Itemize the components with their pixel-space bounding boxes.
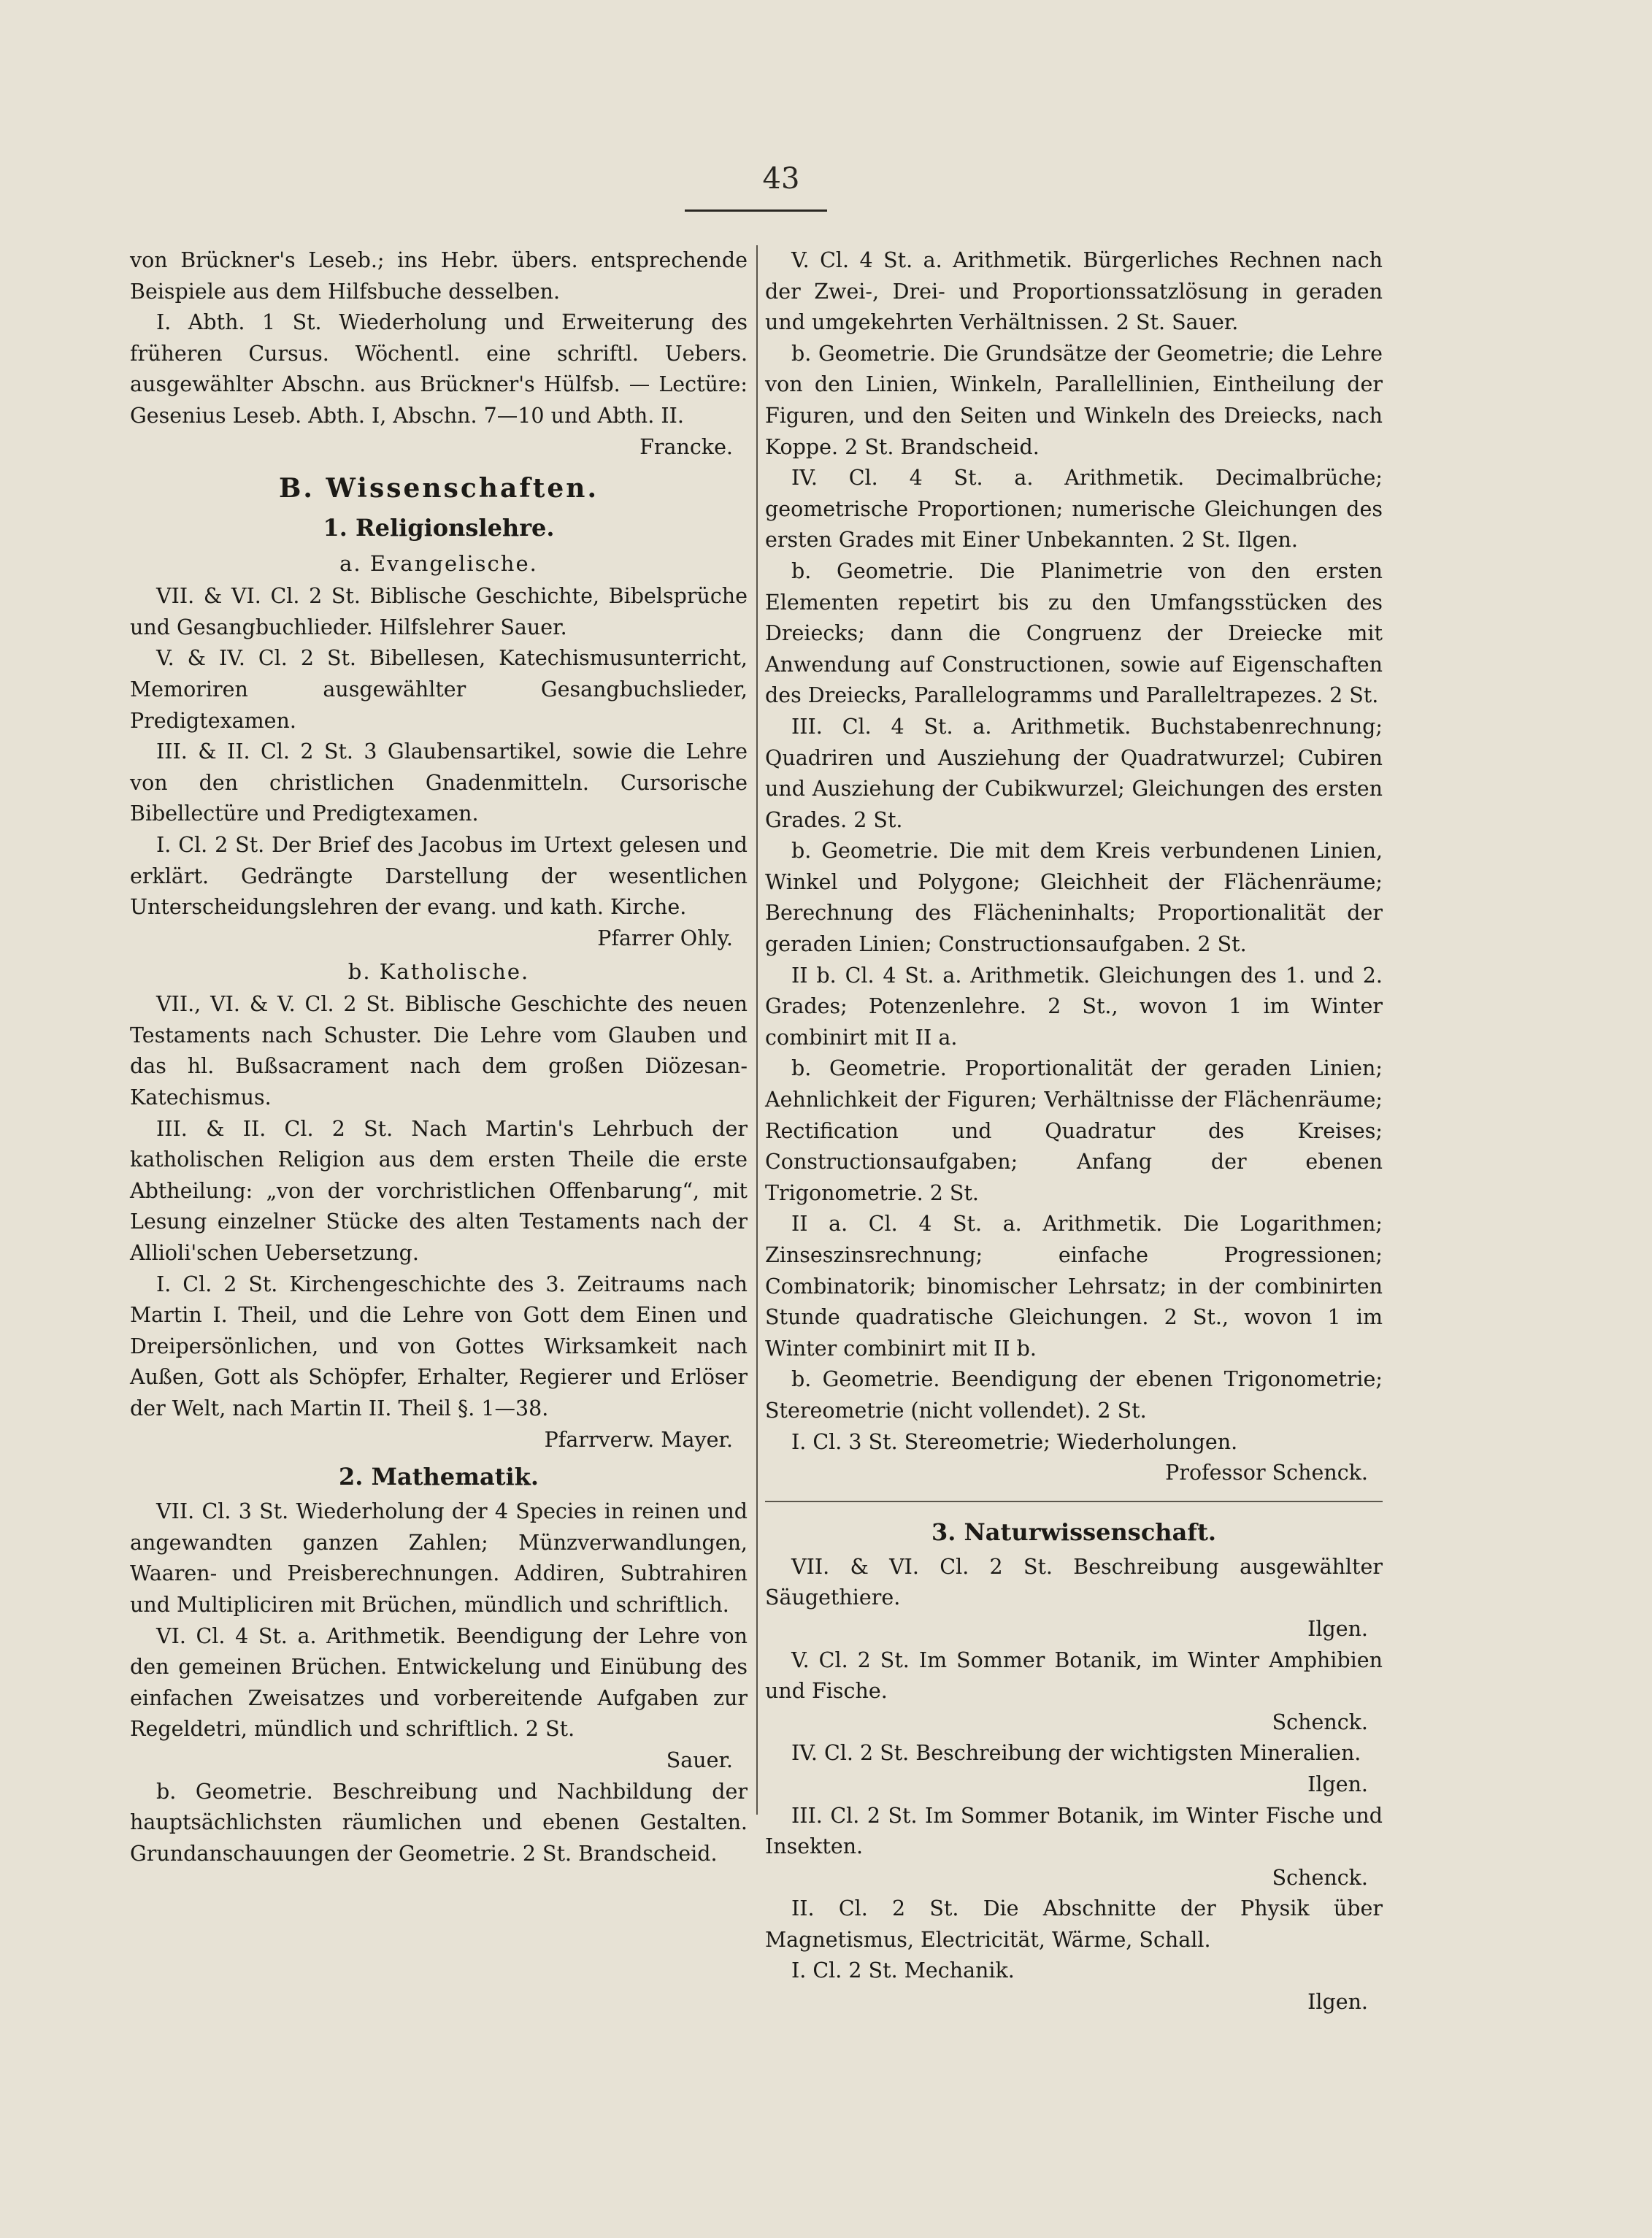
paragraph: III. Cl. 4 St. a. Arithmetik. Buchstabenrechnung; Quadriren und Ausziehung der Quadratwurzel; Cubiren und Ausziehung der Cubikwurzel; Gleichungen des ersten Grades. 2 St. xyxy=(765,714,1383,832)
paragraph: b. Geometrie. Die Planimetrie von den ersten Elementen repetirt bis zu den Umfangsstücken des Dreiecks; dann die Congruenz der Dreiecke mit Anwendung auf Constructionen, sowie auf Eigenschaften des Dreiecks, Parallelogramms und Paralleltrapezes. 2 St. xyxy=(765,558,1383,708)
left-column xyxy=(130,245,748,1869)
teacher-signature: Schenck. xyxy=(1272,1710,1368,1734)
paragraph: I. Cl. 3 St. Stereometrie; Wiederholungen. xyxy=(791,1429,1238,1454)
paragraph: V. Cl. 2 St. Im Sommer Botanik, im Winter Amphibien und Fische. xyxy=(765,1647,1383,1704)
paragraph: III. Cl. 2 St. Im Sommer Botanik, im Winter Fische und Insekten. xyxy=(765,1803,1383,1859)
paragraph: von Brückner's Leseb.; ins Hebr. übers. entsprechende Beispiele aus dem Hilfsbuche desselben. xyxy=(130,248,748,304)
paragraph: V. & IV. Cl. 2 St. Bibellesen, Katechismusunterricht, Memoriren ausgewählter Gesangbuchslieder, Predigtexamen. xyxy=(130,646,748,733)
paragraph: II b. Cl. 4 St. a. Arithmetik. Gleichungen des 1. und 2. Grades; Potenzenlehre. 2 St., wovon 1 im Winter combinirt mit II a. xyxy=(765,963,1383,1050)
section-rule xyxy=(765,1501,1383,1502)
paragraph: IV. Cl. 4 St. a. Arithmetik. Decimalbrüche; geometrische Proportionen; numerische Gleichungen des ersten Grades mit Einer Unbekannten. 2 St. Ilgen. xyxy=(765,466,1383,553)
paragraph: VI. Cl. 4 St. a. Arithmetik. Beendigung der Lehre von den gemeinen Brüchen. Entwickelung und Einübung des einfachen Zweisatzes und vorbereitende Aufgaben zur Regeldetri, mündlich und schriftlich. 2 St. xyxy=(130,1623,748,1742)
paragraph: b. Geometrie. Beendigung der ebenen Trigonometrie; Stereometrie (nicht vollendet). 2 St. xyxy=(765,1367,1383,1423)
paragraph: IV. Cl. 2 St. Beschreibung der wichtigsten Mineralien. xyxy=(791,1741,1361,1766)
paragraph: VII. Cl. 3 St. Wiederholung der 4 Species in reinen und angewandten ganzen Zahlen; Münzverwandlungen, Waaren- und Preisberechnungen. Addiren, Subtrahiren und Multipliciren mit Brüchen, mündlich und schriftlich. xyxy=(130,1499,748,1617)
paragraph: II a. Cl. 4 St. a. Arithmetik. Die Logarithmen; Zinseszinsrechnung; einfache Progressionen; Combinatorik; binomischer Lehrsatz; in der combinirten Stunde quadratische Gleichungen. 2 St., wovon 1 im Winter combinirt mit II b. xyxy=(765,1212,1383,1361)
right-column xyxy=(765,245,1383,2018)
paragraph: VII. & VI. Cl. 2 St. Beschreibung ausgewählter Säugethiere. xyxy=(765,1554,1383,1610)
subsection-heading: a. Evangelische. xyxy=(339,551,538,577)
subject-heading: 2. Mathematik. xyxy=(339,1463,539,1491)
teacher-signature: Ilgen. xyxy=(1307,1990,1368,2015)
paragraph: b. Geometrie. Proportionalität der geraden Linien; Aehnlichkeit der Figuren; Verhältnisse der Flächenräume; Rectification und Quadratur des Kreises; Constructionsaufgaben; Anfang der ebenen Trigonometrie. 2 St. xyxy=(765,1056,1383,1205)
paragraph: V. Cl. 4 St. a. Arithmetik. Bürgerliches Rechnen nach der Zwei-, Drei- und Proportionssatzlösung in geraden und umgekehrten Verhältnissen. 2 St. Sauer. xyxy=(765,248,1383,335)
paragraph: III. & II. Cl. 2 St. Nach Martin's Lehrbuch der katholischen Religion aus dem ersten Theile die erste Abtheilung: „von der vorchristlichen Offenbarung“, mit Lesung einzelner Stücke des alten Testaments nach der Allioli'schen Uebersetzung. xyxy=(130,1116,748,1266)
teacher-signature: Sauer. xyxy=(666,1747,733,1772)
teacher-signature: Pfarrer Ohly. xyxy=(597,926,733,950)
subject-heading: 3. Naturwissenschaft. xyxy=(931,1518,1216,1546)
paragraph: b. Geometrie. Beschreibung und Nachbildung der hauptsächlichsten räumlichen und ebenen Gestalten. Grundanschauungen der Geometrie. 2 St. Brandscheid. xyxy=(130,1779,748,1866)
paragraph: I. Cl. 2 St. Mechanik. xyxy=(791,1958,1015,1983)
paragraph: b. Geometrie. Die mit dem Kreis verbundenen Linien, Winkel und Polygone; Gleichheit der Flächenräume; Berechnung des Flächeninhalts; Proportionalität der geraden Linien; Constructionsaufgaben. 2 St. xyxy=(765,839,1383,957)
subject-heading: 1. Religionslehre. xyxy=(323,514,555,542)
teacher-signature: Ilgen. xyxy=(1307,1616,1368,1641)
paragraph: I. Cl. 2 St. Der Brief des Jacobus im Urtext gelesen und erklärt. Gedrängte Darstellung der wesentlichen Unterscheidungslehren der evang. und kath. Kirche. xyxy=(130,832,748,920)
paragraph: II. Cl. 2 St. Die Abschnitte der Physik über Magnetismus, Electricität, Wärme, Schall. xyxy=(765,1896,1383,1952)
paragraph: VII. & VI. Cl. 2 St. Biblische Geschichte, Bibelsprüche und Gesangbuchlieder. Hilfslehrer Sauer. xyxy=(130,584,748,639)
teacher-signature: Schenck. xyxy=(1272,1865,1368,1890)
teacher-signature: Ilgen. xyxy=(1307,1772,1368,1796)
paragraph: I. Cl. 2 St. Kirchengeschichte des 3. Zeitraums nach Martin I. Theil, und die Lehre von Gott dem Einen und Dreipersönlichen, und von Gottes Wirksamkeit nach Außen, Gott als Schöpfer, Erhalter, Regierer und Erlöser der Welt, nach Martin II. Theil §. 1—38. xyxy=(130,1272,748,1420)
paragraph: I. Abth. 1 St. Wiederholung und Erweiterung des früheren Cursus. Wöchentl. eine schriftl. Uebers. ausgewählter Abschn. aus Brückner's Hülfsb. — Lectüre: Gesenius Leseb. Abth. I, Abschn. 7—10 und Abth. II. xyxy=(130,310,748,428)
column-divider xyxy=(756,245,758,1815)
paragraph: III. & II. Cl. 2 St. 3 Glaubensartikel, sowie die Lehre von den christlichen Gnadenmitteln. Cursorische Bibellectüre und Predigtexamen. xyxy=(130,739,748,826)
paragraph: VII., VI. & V. Cl. 2 St. Biblische Geschichte des neuen Testaments nach Schuster. Die Lehre vom Glauben und das hl. Bußsacrament nach dem großen Diözesan-Katechismus. xyxy=(130,992,748,1110)
page-number: 43 xyxy=(762,162,800,196)
teacher-signature: Professor Schenck. xyxy=(1165,1461,1368,1485)
subsection-heading: b. Katholische. xyxy=(347,959,530,985)
teacher-signature: Pfarrverw. Mayer. xyxy=(544,1427,733,1452)
section-heading: B. Wissenschaften. xyxy=(279,473,599,504)
header-rule xyxy=(685,209,827,212)
teacher-signature: Francke. xyxy=(639,434,733,459)
paragraph: b. Geometrie. Die Grundsätze der Geometrie; die Lehre von den Linien, Winkeln, Parallellinien, Eintheilung der Figuren, und den Seiten und Winkeln des Dreiecks, nach Koppe. 2 St. Brandscheid. xyxy=(765,341,1383,459)
